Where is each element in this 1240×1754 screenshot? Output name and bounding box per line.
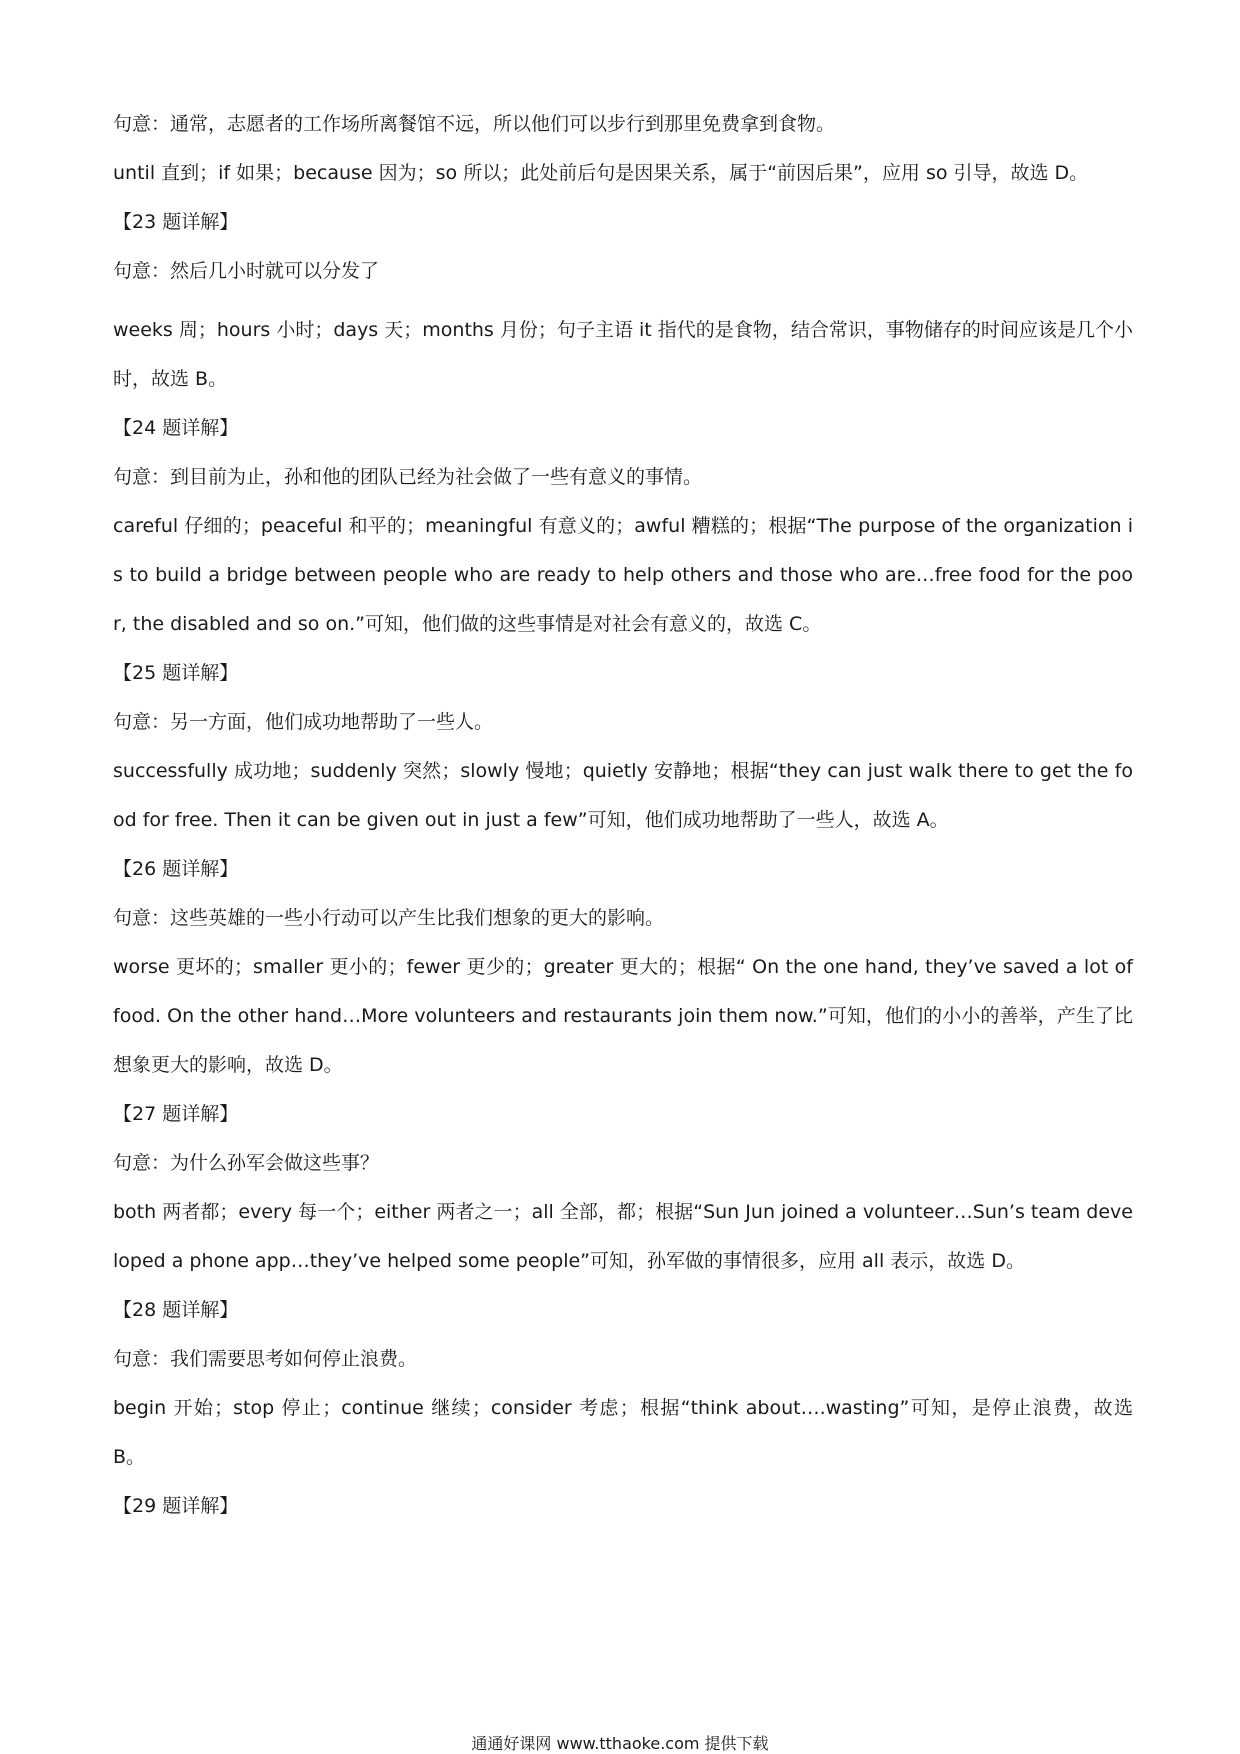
sentence-meaning-26: 句意：这些英雄的一些小行动可以产生比我们想象的更大的影响。 [113,907,665,929]
heading-23: 【23 题详解】 [113,211,239,233]
explanation-25: successfully 成功地；suddenly 突然；slowly 慢地；quietly 安静地；根据“they can just walk there to get the food for free. Then it can be given out in just a few”可知，他们成功地帮助了一些人，故选 A。 [113,760,1133,831]
explanation-28: begin 开始；stop 停止；continue 继续；consider 考虑；根据“think about….wasting”可知，是停止浪费，故选 B。 [113,1397,1133,1468]
sentence-meaning-27: 句意：为什么孙军会做这些事？ [113,1152,380,1174]
sentence-meaning-22: 句意：通常，志愿者的工作场所离餐馆不远，所以他们可以步行到那里免费拿到食物。 [113,113,836,135]
sentence-meaning-23: 句意：然后几小时就可以分发了 [113,260,380,282]
heading-28: 【28 题详解】 [113,1299,239,1321]
explanation-22: until 直到；if 如果；because 因为；so 所以；此处前后句是因果关系，属于“前因后果”，应用 so 引导，故选 D。 [113,162,1089,184]
heading-26: 【26 题详解】 [113,858,239,880]
heading-29: 【29 题详解】 [113,1495,239,1517]
document-page [113,100,1133,1531]
explanation-27: both 两者都；every 每一个；either 两者之一；all 全部，都；根据“Sun Jun joined a volunteer…Sun’s team developed a phone app…they’ve helped some people”可知，孙军做的事情很多，应用 all 表示，故选 D。 [113,1201,1133,1272]
explanation-26: worse 更坏的；smaller 更小的；fewer 更少的；greater 更大的；根据“ On the one hand, they’ve saved a lot of food. On the other hand…More volunteers and restaurants join them now.”可知，他们的小小的善举，产生了比想象更大的影响，故选 D。 [113,956,1133,1076]
sentence-meaning-24: 句意：到目前为止，孙和他的团队已经为社会做了一些有意义的事情。 [113,466,703,488]
sentence-meaning-28: 句意：我们需要思考如何停止浪费。 [113,1348,418,1370]
heading-24: 【24 题详解】 [113,417,239,439]
heading-27: 【27 题详解】 [113,1103,239,1125]
explanation-23: weeks 周；hours 小时；days 天；months 月份；句子主语 it 指代的是食物，结合常识，事物储存的时间应该是几个小时，故选 B。 [113,319,1133,390]
explanation-24: careful 仔细的；peaceful 和平的；meaningful 有意义的；awful 糟糕的；根据“The purpose of the organization is to build a bridge between people who are ready to help others and those who are…free food for the poor, the disabled and so on.”可知，他们做的这些事情是对社会有意义的，故选 C。 [113,515,1133,635]
sentence-meaning-25: 句意：另一方面，他们成功地帮助了一些人。 [113,711,494,733]
page-footer: 通通好课网 www.tthaoke.com 提供下载 [471,1734,769,1753]
heading-25: 【25 题详解】 [113,662,239,684]
